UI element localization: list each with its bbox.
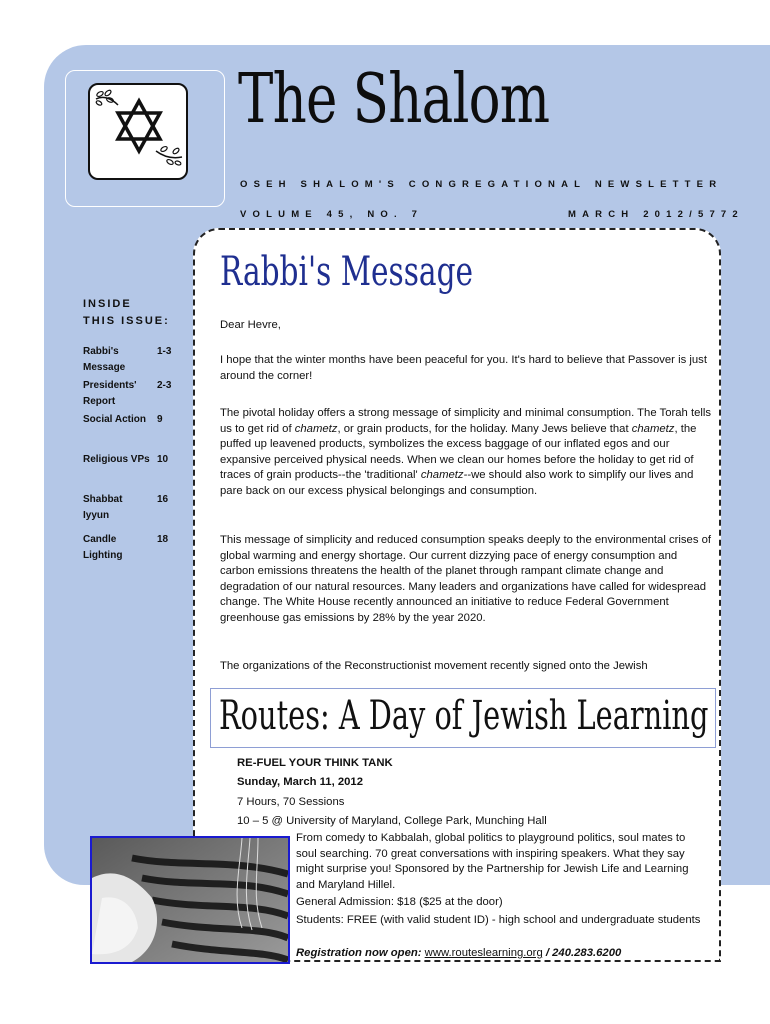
event-location: 10 – 5 @ University of Maryland, College Park, Munching Hall: [237, 815, 547, 827]
p2-text-e: , the puffed up leavened products, symbolizes the excess baggage of our inflated egos and our expansive perceived physical needs. When we clean our homes before the holiday to get rid of traces of grain products--the 'traditional': [220, 422, 697, 482]
toc-item-title: Presidents' Report: [83, 380, 137, 407]
newsletter-subtitle: OSEH SHALOM'S CONGREGATIONAL NEWSLETTER: [240, 179, 723, 190]
star-of-david-logo: [88, 83, 188, 180]
toc-item-page: 18: [157, 534, 169, 545]
issue-date: MARCH 2012/5772: [568, 209, 744, 220]
toc-item-page: 16: [157, 494, 169, 505]
sidebar-heading-line1: INSIDE: [83, 298, 132, 310]
event-description: From comedy to Kabbalah, global politics to playground politics, soul mates to soul searching. 70 great conversations with inspiring speakers. What they say might surprise you! Sponsored by the Partnership for Jewish Life and Learning and Maryland Hillel.: [296, 832, 689, 891]
toc-item-title: Rabbi's Message: [83, 346, 126, 373]
refuel-line: RE-FUEL YOUR THINK TANK: [237, 757, 393, 769]
event-date: Sunday, March 11, 2012: [237, 776, 364, 788]
routes-heading: Routes: A Day of Jewish Learning: [219, 693, 709, 739]
student-admission: Students: FREE (with valid student ID) - high school and undergraduate students: [296, 914, 701, 926]
p2-chametz-1: chametz: [294, 422, 338, 435]
star-of-david-icon: [90, 85, 186, 178]
event-hours: 7 Hours, 70 Sessions: [237, 796, 345, 808]
toc-item-page: 10: [157, 454, 169, 465]
p2-text-c: , or grain products, for the holiday. Many Jews believe that: [337, 422, 632, 435]
p2-text-a: The pivotal holiday offers a strong message of simplicity and minimal consumption. The Torah tells us to get rid of: [220, 407, 712, 435]
toc-item-title: Religious VPs: [83, 454, 150, 465]
p2-chametz-3: chametz-: [420, 469, 468, 482]
rabbis-message-heading: Rabbi's Message: [220, 249, 474, 295]
registration-phone: / 240.283.6200: [542, 947, 622, 959]
paragraph-4: The organizations of the Reconstructionist movement recently signed onto the Jewish: [220, 660, 648, 672]
sidebar-heading-line2: THIS ISSUE:: [83, 315, 170, 327]
paragraph-2: [220, 406, 712, 500]
greeting: Dear Hevre,: [220, 319, 281, 331]
tallit-image: [92, 838, 288, 962]
volume-number: VOLUME 45, NO. 7: [240, 209, 424, 220]
p2-text-g: -we should also work to simplify our lives and pare back on our excess physical belongings and consumption.: [220, 469, 694, 497]
paragraph-1: I hope that the winter months have been peaceful for you. It's hard to believe that Passover is just around the corner!: [220, 354, 707, 382]
inside-this-issue-heading: [83, 296, 170, 330]
tallit-photo: [90, 836, 290, 964]
p2-chametz-2: chametz: [631, 422, 675, 435]
registration-label: Registration now open:: [296, 947, 422, 959]
general-admission: General Admission: $18 ($25 at the door): [296, 896, 503, 908]
toc-item-title: Shabbat Iyyun: [83, 494, 123, 521]
registration-link[interactable]: www.routeslearning.org: [424, 947, 543, 959]
toc-item-title: Candle Lighting: [83, 534, 123, 561]
toc-item-page: 2-3: [157, 380, 172, 391]
toc-item-page: 9: [157, 414, 163, 425]
paragraph-3: This message of simplicity and reduced consumption speaks deeply to the environmental crises of global warming and energy shortage. Our current dizzying pace of energy consumption and carbon emissions threatens the health of the planet through rampant climate change and degradation of our natural resources. Many leaders and organizations have called for widespread change. The White House recently announced an initiative to reduce Federal Government greenhouse gas emissions by 28% by the year 2020.: [220, 534, 712, 624]
newsletter-title: The Shalom: [238, 60, 550, 139]
toc-item-page: 1-3: [157, 346, 172, 357]
registration-line: [296, 946, 716, 962]
toc-item-title: Social Action: [83, 414, 146, 425]
